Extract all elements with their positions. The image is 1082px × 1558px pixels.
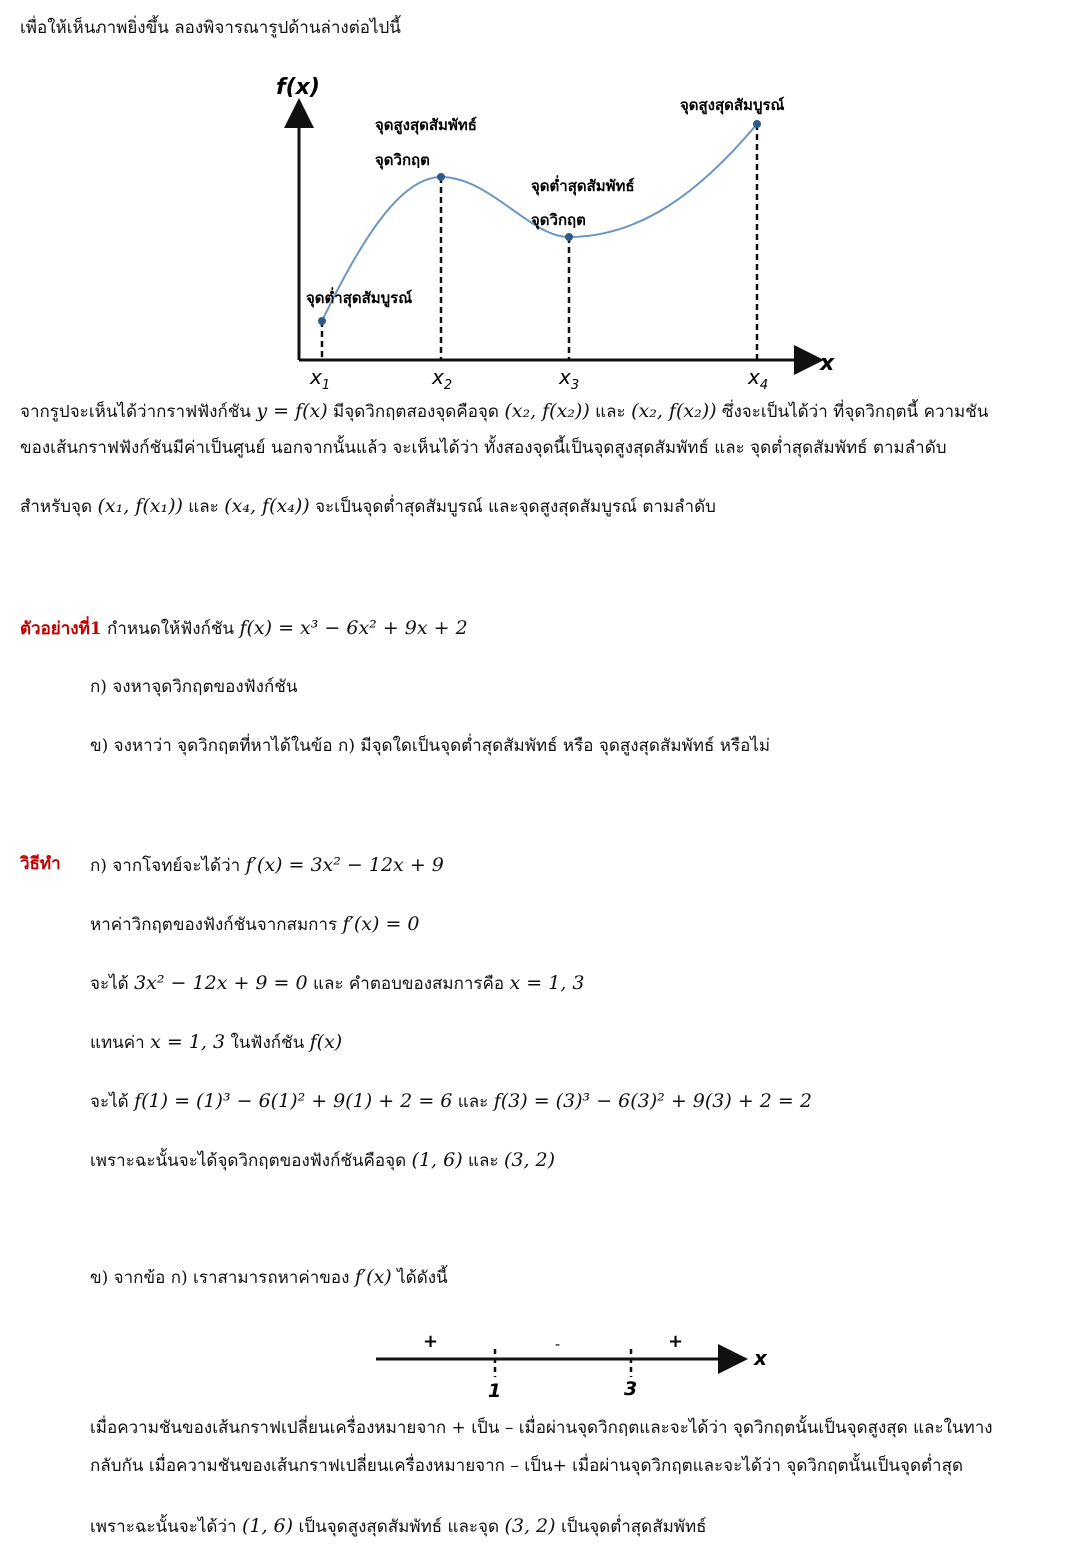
para1-line3: สำหรับจุด (x₁, f(x₁)) และ (x₄, f(x₄)) จะเป็นจุดต่ำสุดสัมบูรณ์ และจุดสูงสุดสัมบูรณ์ ตามลำดับ (20, 495, 716, 517)
sign-chart-x-label: x (754, 1346, 767, 1370)
solution-step-5: จะได้ f(1) = (1)³ − 6(1)² + 9(1) + 2 = 6 และ f(3) = (3)³ − 6(3)² + 9(3) + 2 = 2 (90, 1090, 812, 1112)
sign-plus-left: + (423, 1331, 439, 1352)
solution-step-7: ข) จากข้อ ก) เราสามารถหาค่าของ f′(x) ได้ดังนี้ (90, 1266, 448, 1288)
rel-max-point (437, 173, 445, 181)
conclusion-line3: เพราะฉะนั้นจะได้ว่า (1, 6) เป็นจุดสูงสุดสัมพัทธ์ และจุด (3, 2) เป็นจุดต่ำสุดสัมพัทธ์ (90, 1515, 707, 1537)
solution-step-4: แทนค่า x = 1, 3 ในฟังก์ชัน f(x) (90, 1031, 343, 1053)
abs-min-point (318, 317, 326, 325)
example-question-a: ก) จงหาจุดวิกฤตของฟังก์ชัน (90, 677, 298, 697)
abs-max-point (753, 120, 761, 128)
tick-x2: $x_2$ (432, 365, 453, 392)
intro-text: เพื่อให้เห็นภาพยิ่งขึ้น ลองพิจารณารูปด้านล่างต่อไปนี้ (20, 18, 401, 38)
label-abs-max: จุดสูงสุดสัมบูรณ์ (680, 96, 785, 114)
conclusion-line2: กลับกัน เมื่อความชันของเส้นกราฟเปลี่ยนเครื่องหมายจาก – เป็น+ เมื่อผ่านจุดวิกฤตและจะได้ว่า จุดวิกฤตนั้นเป็นจุดต่ำสุด (90, 1456, 963, 1476)
tick-x1: $x_1$ (310, 365, 331, 392)
tick-x3: $x_3$ (559, 365, 580, 392)
solution-step-2: หาค่าวิกฤตของฟังก์ชันจากสมการ f′(x) = 0 (90, 913, 420, 935)
y-axis-label: f(x) (276, 75, 320, 100)
sign-chart-label-1: 1 (488, 1380, 502, 1402)
rel-min-point (565, 233, 573, 241)
critical-points-figure (260, 62, 850, 392)
label-rel-max: จุดสูงสุดสัมพัทธ์ (375, 116, 477, 134)
solution-step-1: ก) จากโจทย์จะได้ว่า f′(x) = 3x² − 12x + 9 (90, 854, 444, 876)
solution-step-6: เพราะฉะนั้นจะได้จุดวิกฤตของฟังก์ชันคือจุด (1, 6) และ (3, 2) (90, 1149, 556, 1171)
label-crit-2: จุดวิกฤต (531, 211, 586, 229)
label-crit-1: จุดวิกฤต (375, 151, 430, 169)
example-heading: ตัวอย่างที่1 กำหนดให้ฟังก์ชัน f(x) = x³ − 6x² + 9x + 2 (20, 617, 468, 639)
solution-label: วิธีทำ (20, 854, 61, 874)
sign-chart-label-3: 3 (624, 1378, 638, 1400)
solution-step-3: จะได้ 3x² − 12x + 9 = 0 และ คำตอบของสมการคือ x = 1, 3 (90, 972, 585, 994)
label-rel-min: จุดต่ำสุดสัมพัทธ์ (531, 177, 635, 195)
para1-line2: ของเส้นกราฟฟังก์ชันมีค่าเป็นศูนย์ นอกจากนั้นแล้ว จะเห็นได้ว่า ทั้งสองจุดนี้เป็นจุดสูงสุดสัมพัทธ์ และ จุดต่ำสุดสัมพัทธ์ ตามลำดับ (20, 438, 947, 458)
sign-plus-right: + (668, 1331, 684, 1352)
para1-line1: จากรูปจะเห็นได้ว่ากราฟฟังก์ชัน y = f(x) มีจุดวิกฤตสองจุดคือจุด (x₂, f(x₂)) และ (x₂, f(x₂)) ซึ่งจะเป็นได้ว่า ที่จุดวิกฤตนี้ ความชัน (20, 400, 989, 422)
label-abs-min: จุดต่ำสุดสัมบูรณ์ (306, 289, 413, 307)
example-question-b: ข) จงหาว่า จุดวิกฤตที่หาได้ในข้อ ก) มีจุดใดเป็นจุดต่ำสุดสัมพัทธ์ หรือ จุดสูงสุดสัมพัทธ์ หรือไม่ (90, 736, 771, 756)
sign-minus-middle: - (555, 1337, 561, 1353)
sign-chart (370, 1325, 790, 1405)
x-axis-label: x (820, 351, 835, 376)
tick-x4: $x_4$ (748, 365, 769, 392)
conclusion-line1: เมื่อความชันของเส้นกราฟเปลี่ยนเครื่องหมายจาก + เป็น – เมื่อผ่านจุดวิกฤตและจะได้ว่า จุดวิกฤตนั้นเป็นจุดสูงสุด และในทาง (90, 1418, 993, 1438)
